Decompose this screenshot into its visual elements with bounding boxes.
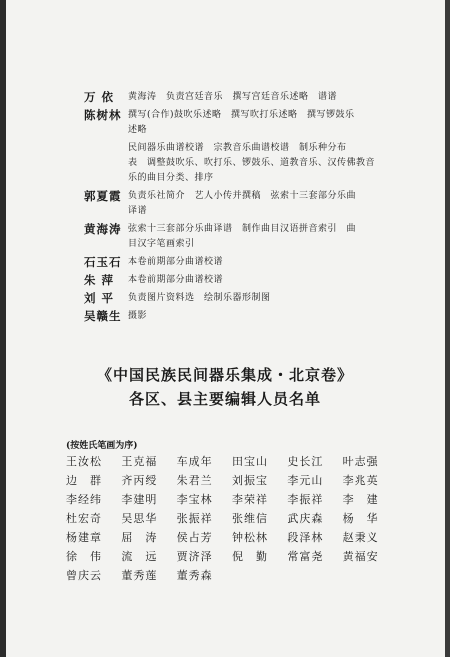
credit-duties (128, 309, 424, 324)
roster-name: 杨建章 (66, 531, 102, 544)
roster-name: 张维信 (231, 512, 268, 525)
credit-entry (84, 291, 424, 306)
credit-entry (84, 141, 424, 186)
order-note: (按姓氏笔画为序) (66, 441, 138, 451)
credit-duty-line: 撰写(合作)鼓吹乐述略 撰写吹打乐述略 撰写锣鼓乐 (128, 110, 355, 120)
credit-duties (128, 189, 424, 219)
roster-name: 李建明 (121, 493, 158, 506)
roster-title: 《中国民族民间器乐集成・北京卷》 (96, 366, 353, 384)
roster-name: 李经纬 (66, 493, 102, 506)
credit-entry (84, 90, 424, 105)
roster-name: 张振祥 (176, 512, 213, 525)
credit-duties (128, 141, 424, 186)
roster-name: 李元山 (287, 474, 324, 487)
credit-duty-line: 本卷前期部分曲谱校谱 (128, 257, 224, 267)
roster-name: 董秀森 (176, 569, 213, 582)
credit-duties (128, 108, 424, 138)
roster-name: 王汝松 (66, 455, 102, 468)
roster-name: 李振祥 (287, 493, 324, 506)
credit-entry (84, 273, 424, 288)
credit-duty-line: 弦索十三套部分乐曲译谱 制作曲目汉语拼音索引 曲 (128, 224, 357, 234)
roster-name: 边 群 (66, 474, 102, 487)
roster-name: 段泽林 (287, 531, 324, 544)
credit-name (84, 141, 128, 186)
credit-duty-line: 乐的曲目分类、排序 (128, 173, 214, 183)
roster-name: 黄福安 (342, 550, 379, 563)
roster-name: 齐丙绶 (121, 474, 158, 487)
roster-name: 钟松林 (231, 531, 268, 544)
roster-name: 车成年 (176, 455, 213, 468)
roster-name: 李兆英 (342, 474, 379, 487)
credit-duty-line: 表 调整鼓吹乐、吹打乐、锣鼓乐、道教音乐、汉传佛教音 (128, 158, 376, 168)
credit-name: 万 依 (84, 90, 115, 104)
scan-edge-left (0, 0, 6, 657)
credit-duties (128, 90, 424, 105)
credits-list (84, 90, 424, 327)
roster-name: 王克福 (121, 455, 158, 468)
credit-duty-line: 本卷前期部分曲谱校谱 (128, 275, 224, 285)
roster-name: 朱君兰 (176, 474, 213, 487)
credit-name: 郭夏霞 (84, 189, 122, 203)
roster-name: 曾庆云 (66, 569, 102, 582)
roster-name: 杜宏奇 (66, 512, 102, 525)
credit-duties (128, 291, 424, 306)
roster-subtitle: 各区、县主要编辑人员名单 (128, 390, 321, 408)
roster-name: 李荣祥 (231, 493, 268, 506)
roster-name: 贾济泽 (176, 550, 213, 563)
scan-edge-right (445, 0, 450, 657)
roster-name: 侯占芳 (176, 531, 213, 544)
roster-name: 武庆森 (287, 512, 324, 525)
credit-duties (128, 222, 424, 252)
roster-name: 倪 勤 (231, 550, 268, 563)
credit-duty-line: 摄影 (128, 311, 148, 321)
roster-grid (66, 455, 398, 583)
credit-name: 石玉石 (84, 255, 122, 269)
roster-name: 李 建 (342, 493, 379, 506)
credit-name: 刘 平 (84, 291, 115, 305)
roster-name: 赵秉义 (342, 531, 379, 544)
roster-name: 屈 涛 (121, 531, 158, 544)
credit-entry (84, 108, 424, 138)
roster-name: 叶志强 (342, 455, 379, 468)
credit-duty-line: 黄海涛 负责宫廷音乐 撰写宫廷音乐述略 谱谱 (128, 92, 338, 102)
credit-duty-line: 民间器乐曲谱校谱 宗教音乐曲谱校谱 制乐种分布 (128, 143, 347, 153)
credit-duty-line: 目汉字笔画索引 (128, 239, 195, 249)
credit-entry (84, 222, 424, 252)
credit-name: 朱 萍 (84, 273, 115, 287)
roster-name: 流 远 (121, 550, 158, 563)
credit-name: 陈树林 (84, 108, 122, 122)
credit-duty-line: 述略 (128, 125, 148, 135)
credit-duties (128, 255, 424, 270)
credit-duty-line: 负责乐社简介 艺人小传并撰稿 弦索十三套部分乐曲 (128, 191, 357, 201)
credit-duty-line: 译谱 (128, 206, 148, 216)
credit-entry (84, 189, 424, 219)
credit-duties (128, 273, 424, 288)
roster-name: 史长江 (287, 455, 324, 468)
roster-name: 徐 伟 (66, 550, 102, 563)
roster-name: 董秀莲 (121, 569, 158, 582)
roster-name: 吴思华 (121, 512, 158, 525)
credit-name: 黄海涛 (84, 222, 122, 236)
credit-name: 吴赣生 (84, 309, 122, 323)
roster-name: 田宝山 (231, 455, 268, 468)
roster-name: 杨 华 (342, 512, 379, 525)
credit-entry (84, 309, 424, 324)
credit-entry (84, 255, 424, 270)
roster-name: 刘振宝 (231, 474, 268, 487)
roster-name: 常富尧 (287, 550, 324, 563)
credit-duty-line: 负责图片资料选 绘制乐器形制图 (128, 293, 271, 303)
roster-name: 李宝林 (176, 493, 213, 506)
